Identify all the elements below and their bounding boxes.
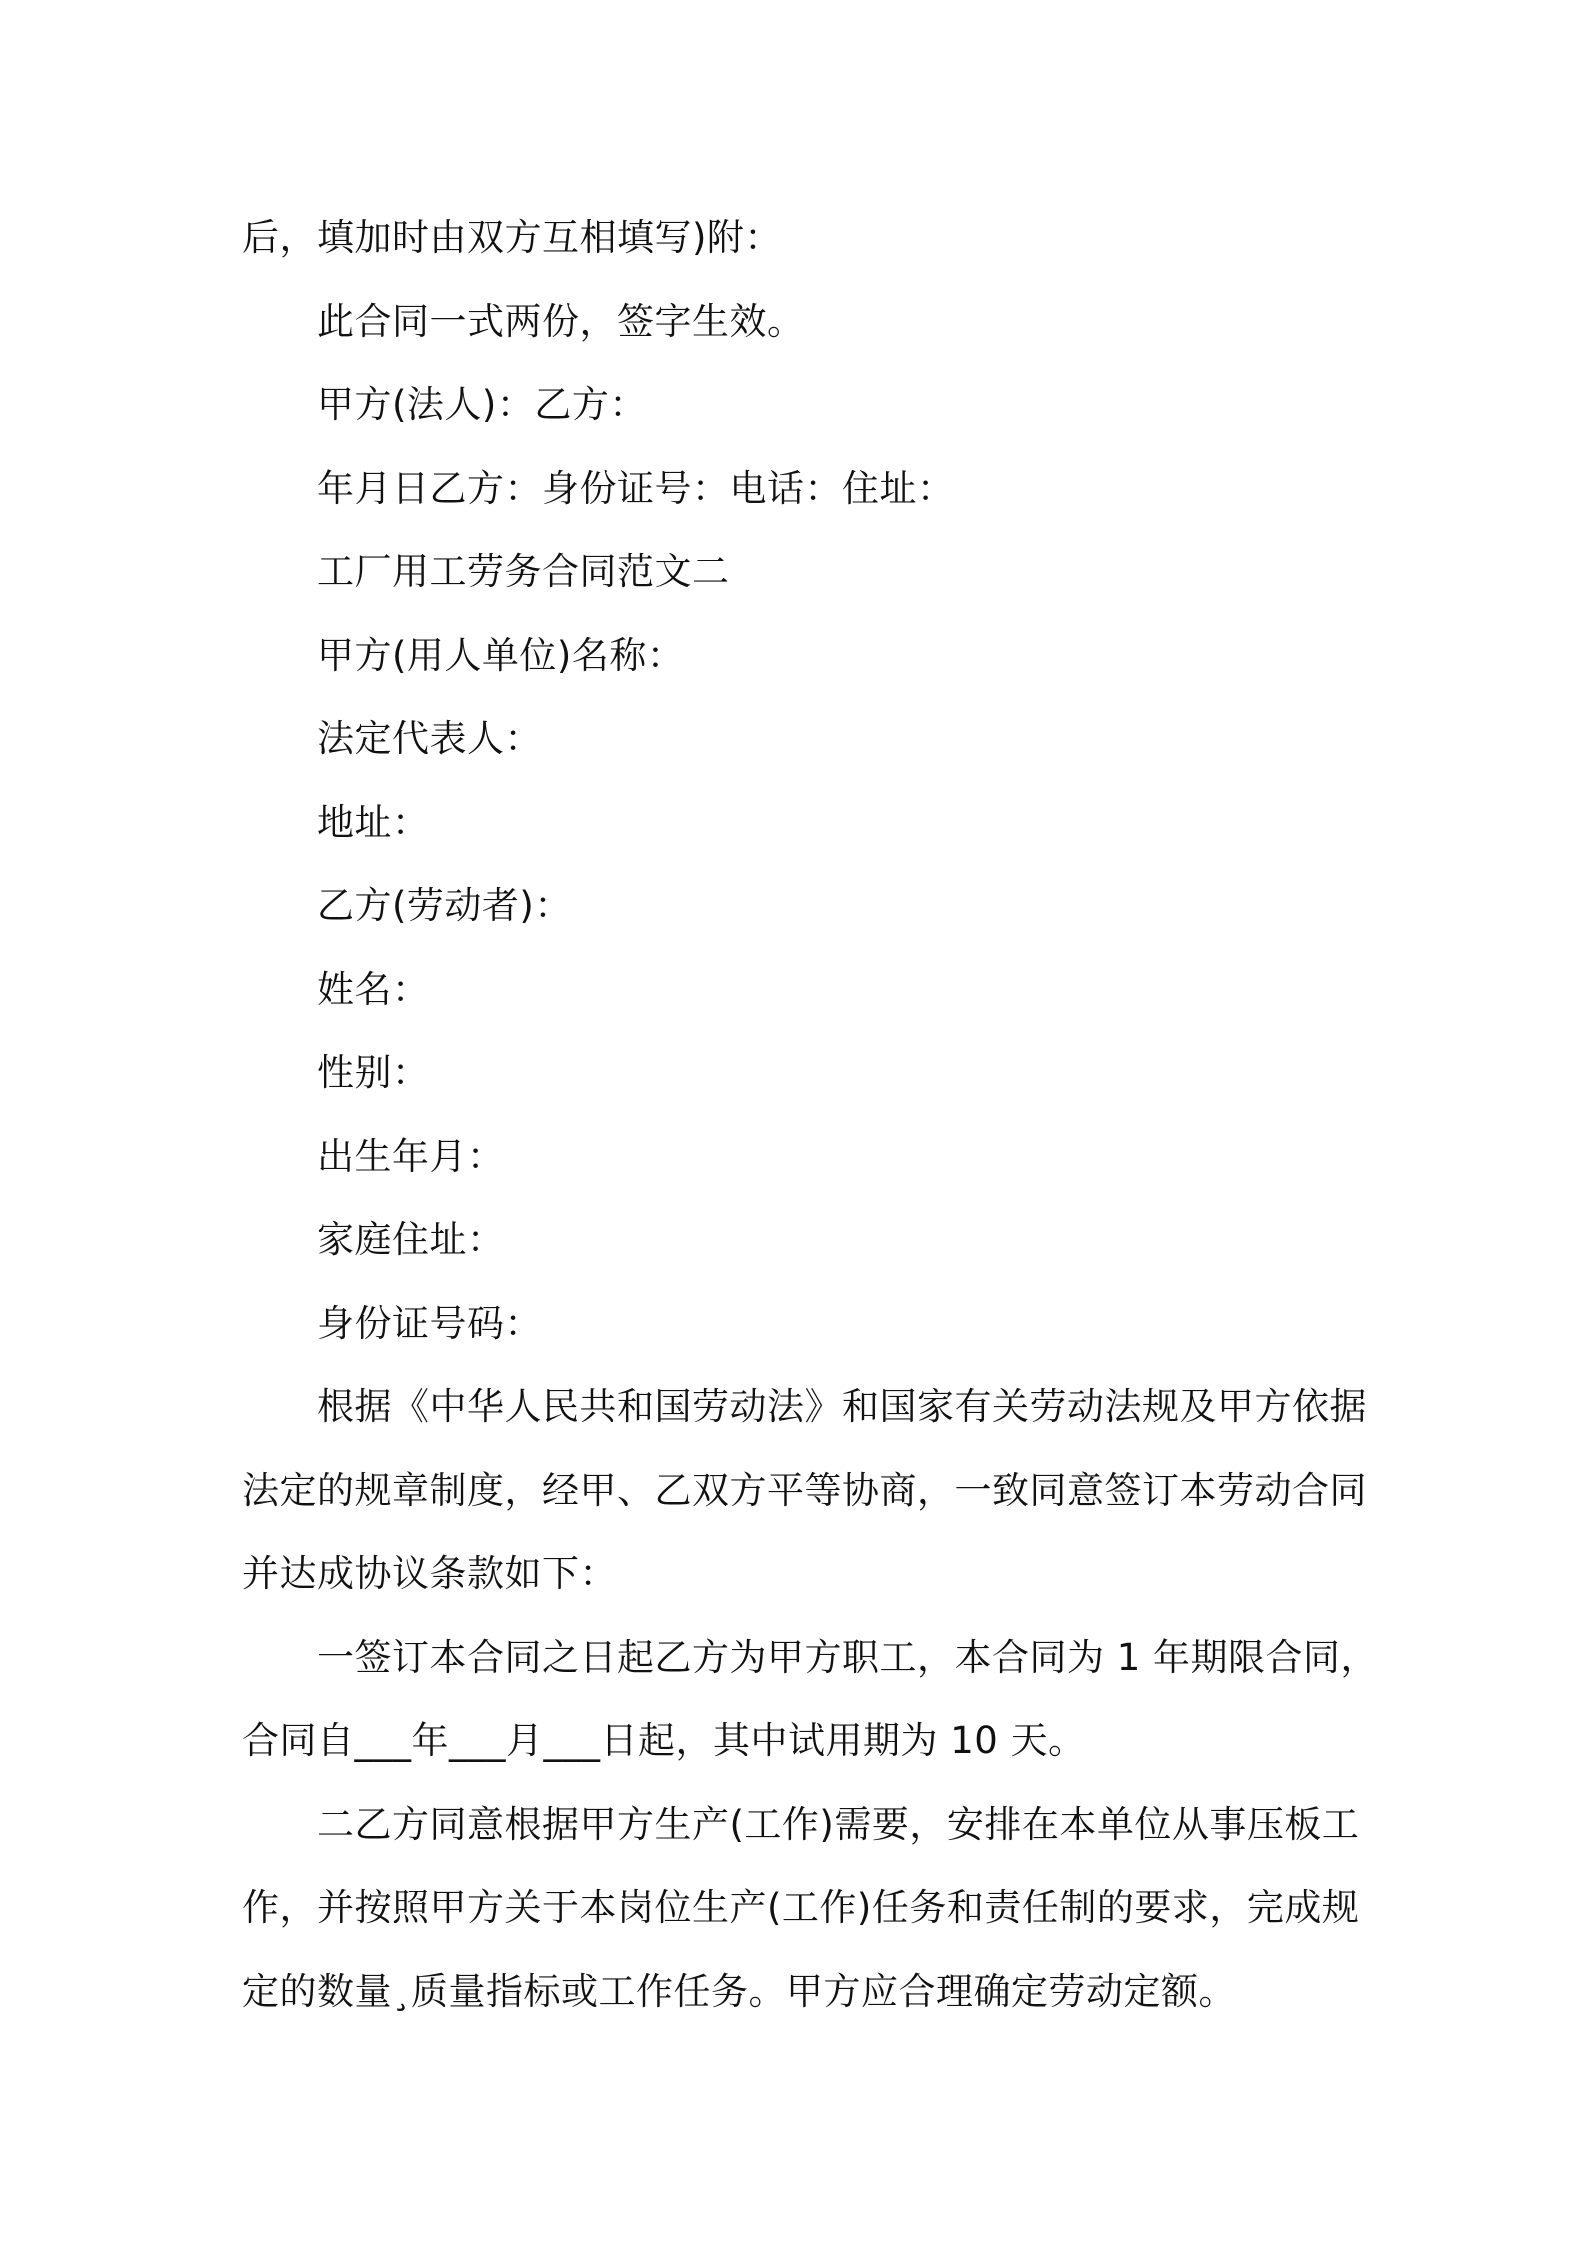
field-birth-date: 出生年月： — [317, 1134, 505, 1178]
paragraph-basis-line-3: 并达成协议条款如下： — [242, 1552, 617, 1595]
field-name: 姓名： — [317, 967, 430, 1011]
continuation-line: 后，填加时由双方互相填写)附： — [242, 216, 782, 259]
document-body — [242, 196, 1379, 2033]
field-employer-name: 甲方(用人单位)名称： — [317, 633, 685, 677]
clause-two-line-1: 二乙方同意根据甲方生产(工作)需要，安排在本单位从事压板工 — [317, 1802, 1360, 1846]
signature-details-line: 年月日乙方：身份证号：电话：住址： — [317, 466, 955, 510]
field-legal-representative: 法定代表人： — [317, 717, 542, 760]
section-title: 工厂用工劳务合同范文二 — [317, 550, 730, 593]
clause-one-line-2: 合同自___年___月___日起，其中试用期为 10 天。 — [242, 1719, 1086, 1762]
field-worker: 乙方(劳动者)： — [317, 884, 572, 927]
field-gender: 性别： — [317, 1051, 430, 1094]
paragraph-basis-line-2: 法定的规章制度，经甲、乙双方平等协商，一致同意签订本劳动合同 — [242, 1468, 1367, 1512]
clause-two-line-3: 定的数量¸质量指标或工作任务。甲方应合理确定劳动定额。 — [242, 1969, 1236, 2013]
clause-one-line-1: 一签订本合同之日起乙方为甲方职工，本合同为 1 年期限合同， — [317, 1635, 1379, 1679]
field-id-number: 身份证号码： — [317, 1301, 542, 1345]
clause-two-line-2: 作，并按照甲方关于本岗位生产(工作)任务和责任制的要求，完成规 — [242, 1886, 1360, 1929]
paragraph-basis-line-1: 根据《中华人民共和国劳动法》和国家有关劳动法规及甲方依据 — [317, 1385, 1367, 1428]
field-home-address: 家庭住址： — [317, 1218, 505, 1261]
paragraph-copies: 此合同一式两份，签字生效。 — [317, 299, 805, 343]
signature-parties-line: 甲方(法人)：乙方： — [317, 383, 647, 426]
field-address: 地址： — [317, 800, 430, 844]
